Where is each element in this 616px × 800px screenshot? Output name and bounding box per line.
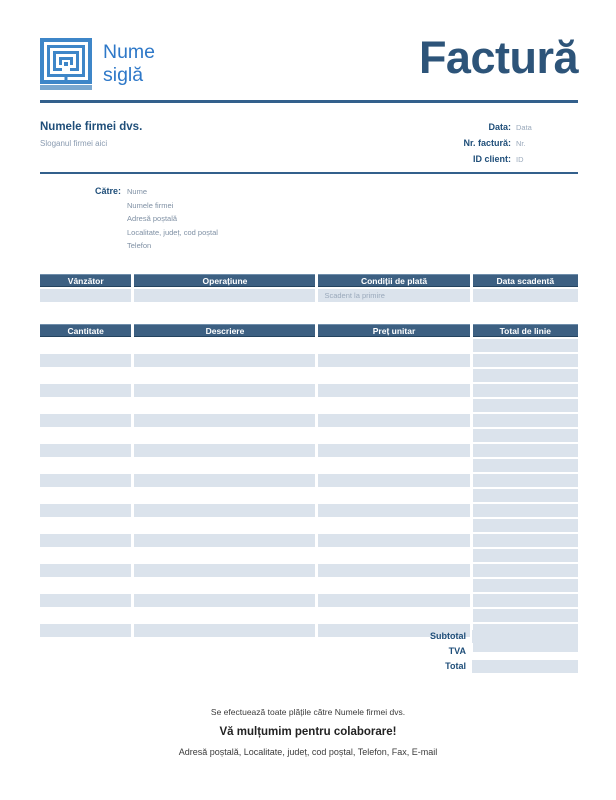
- item-cell-quantity[interactable]: [40, 489, 131, 502]
- item-cell-description[interactable]: [134, 414, 315, 427]
- item-cell-unit-price[interactable]: [318, 519, 469, 532]
- item-cell-description[interactable]: [134, 609, 315, 622]
- bill-to-lines: [127, 185, 218, 253]
- bill-to-line-city[interactable]: Localitate, județ, cod poștal: [127, 227, 218, 237]
- item-cell-quantity[interactable]: [40, 369, 131, 382]
- item-cell-unit-price[interactable]: [318, 564, 469, 577]
- logo-text-line1: Nume: [103, 41, 156, 63]
- terms-header-seller: Vânzător: [40, 274, 131, 287]
- item-cell-line-total[interactable]: [473, 594, 578, 607]
- table-row: [40, 444, 578, 457]
- logo-text-line2: siglă: [103, 64, 144, 86]
- page-header: [40, 32, 578, 100]
- item-cell-quantity[interactable]: [40, 534, 131, 547]
- item-cell-description[interactable]: [134, 399, 315, 412]
- bill-to-line-address[interactable]: Adresă poștală: [127, 214, 178, 223]
- table-row: [40, 609, 578, 622]
- table-row: [40, 459, 578, 472]
- terms-header-operation: Operațiune: [134, 274, 315, 287]
- item-cell-description[interactable]: [134, 444, 315, 457]
- table-row: [40, 429, 578, 442]
- items-header-line-total: Total de linie: [473, 324, 578, 337]
- company-slogan: Sloganul firmei aici: [40, 139, 108, 148]
- item-cell-unit-price[interactable]: [318, 339, 469, 352]
- item-cell-quantity[interactable]: [40, 459, 131, 472]
- table-row: [40, 564, 578, 577]
- meta-value-client-id[interactable]: ID: [516, 155, 524, 164]
- item-cell-line-total[interactable]: [473, 384, 578, 397]
- item-cell-quantity[interactable]: [40, 594, 131, 607]
- header-divider-bottom: [40, 172, 578, 174]
- table-row: [40, 414, 578, 427]
- item-cell-unit-price[interactable]: [318, 489, 469, 502]
- items-table-header-row: [40, 324, 578, 337]
- page-footer: [0, 705, 616, 759]
- company-block: [40, 120, 142, 150]
- table-row: [40, 489, 578, 502]
- item-cell-description[interactable]: [134, 549, 315, 562]
- item-cell-unit-price[interactable]: [318, 579, 469, 592]
- header-divider-top: [40, 100, 578, 103]
- item-cell-line-total[interactable]: [473, 504, 578, 517]
- item-cell-line-total[interactable]: [473, 354, 578, 367]
- meta-row-invoice-number: [463, 136, 578, 151]
- item-cell-quantity[interactable]: [40, 354, 131, 367]
- table-row: [40, 549, 578, 562]
- item-cell-quantity[interactable]: [40, 414, 131, 427]
- item-cell-description[interactable]: [134, 384, 315, 397]
- item-cell-quantity[interactable]: [40, 384, 131, 397]
- terms-cell-operation[interactable]: [134, 289, 315, 302]
- item-cell-line-total[interactable]: [473, 519, 578, 532]
- company-name: Numele firmei dvs.: [40, 121, 143, 133]
- item-cell-line-total[interactable]: [473, 369, 578, 382]
- bill-to-line-phone[interactable]: Telefon: [127, 241, 152, 250]
- footer-payment-line: Se efectuează toate plățile către Numele firmei dvs.: [210, 707, 406, 717]
- item-cell-description[interactable]: [134, 339, 315, 352]
- table-row: [40, 519, 578, 532]
- totals-block: [40, 628, 578, 673]
- item-cell-line-total[interactable]: [473, 459, 578, 472]
- item-cell-quantity[interactable]: [40, 399, 131, 412]
- item-cell-description[interactable]: [134, 459, 315, 472]
- items-header-quantity: Cantitate: [40, 324, 131, 337]
- logo-block[interactable]: [40, 38, 155, 90]
- item-cell-line-total[interactable]: [473, 549, 578, 562]
- bill-to-line-company[interactable]: Numele firmei: [127, 200, 174, 210]
- totals-label-subtotal: Subtotal: [430, 631, 466, 641]
- item-cell-description[interactable]: [134, 519, 315, 532]
- items-table: [40, 324, 578, 652]
- item-cell-unit-price[interactable]: [318, 594, 469, 607]
- invoice-meta: [463, 120, 578, 168]
- table-row: [40, 399, 578, 412]
- items-header-description: Descriere: [134, 324, 315, 337]
- item-cell-line-total[interactable]: [473, 534, 578, 547]
- item-cell-unit-price[interactable]: [318, 429, 469, 442]
- bill-to-block: [95, 185, 218, 253]
- item-cell-unit-price[interactable]: [318, 504, 469, 517]
- logo-text: [103, 41, 155, 87]
- totals-label-tva: TVA: [448, 646, 466, 656]
- terms-cell-due-date[interactable]: [473, 289, 578, 302]
- meta-label-client-id: ID client:: [472, 154, 511, 164]
- item-cell-unit-price[interactable]: [318, 384, 469, 397]
- item-cell-description[interactable]: [134, 579, 315, 592]
- item-cell-quantity[interactable]: [40, 609, 131, 622]
- item-cell-description[interactable]: [134, 594, 315, 607]
- table-row: [40, 354, 578, 367]
- table-row: [40, 504, 578, 517]
- items-header-unit-price: Preț unitar: [318, 324, 469, 337]
- totals-row-total: [40, 660, 578, 673]
- item-cell-description[interactable]: [134, 354, 315, 367]
- terms-table-row: [40, 289, 578, 302]
- item-cell-line-total[interactable]: [473, 579, 578, 592]
- table-row: [40, 579, 578, 592]
- item-cell-quantity[interactable]: [40, 444, 131, 457]
- table-row: [40, 339, 578, 352]
- totals-row-subtotal: [40, 630, 578, 643]
- terms-table: [40, 274, 578, 302]
- table-row: [40, 534, 578, 547]
- item-cell-unit-price[interactable]: [318, 444, 469, 457]
- item-cell-line-total[interactable]: [473, 489, 578, 502]
- item-cell-description[interactable]: [134, 489, 315, 502]
- totals-value-tva[interactable]: [472, 645, 578, 658]
- item-cell-description[interactable]: [134, 369, 315, 382]
- page-title: Factură: [418, 32, 578, 83]
- meta-value-invoice-number[interactable]: Nr.: [516, 139, 526, 148]
- item-cell-description[interactable]: [134, 534, 315, 547]
- item-cell-line-total[interactable]: [473, 444, 578, 457]
- footer-thanks: Vă mulțumim pentru colaborare!: [219, 726, 397, 738]
- bill-to-label: Către:: [95, 186, 122, 196]
- item-cell-unit-price[interactable]: [318, 354, 469, 367]
- item-cell-quantity[interactable]: [40, 474, 131, 487]
- item-cell-quantity[interactable]: [40, 519, 131, 532]
- item-cell-unit-price[interactable]: [318, 369, 469, 382]
- meta-label-invoice-number: Nr. factură:: [463, 138, 511, 148]
- meta-label-date: Data:: [488, 122, 511, 132]
- item-cell-quantity[interactable]: [40, 429, 131, 442]
- item-cell-quantity[interactable]: [40, 564, 131, 577]
- item-cell-quantity[interactable]: [40, 579, 131, 592]
- item-cell-unit-price[interactable]: [318, 549, 469, 562]
- item-cell-line-total[interactable]: [473, 474, 578, 487]
- totals-row-tva: [40, 645, 578, 658]
- item-cell-description[interactable]: [134, 474, 315, 487]
- item-cell-line-total[interactable]: [473, 609, 578, 622]
- item-cell-description[interactable]: [134, 504, 315, 517]
- item-cell-description[interactable]: [134, 564, 315, 577]
- item-cell-quantity[interactable]: [40, 339, 131, 352]
- meta-row-client-id: [463, 152, 578, 167]
- terms-header-payment-conditions: Condiții de plată: [318, 274, 469, 287]
- item-cell-unit-price[interactable]: [318, 474, 469, 487]
- item-cell-unit-price[interactable]: [318, 399, 469, 412]
- totals-label-total: Total: [445, 661, 466, 671]
- item-cell-line-total[interactable]: [473, 429, 578, 442]
- item-cell-unit-price[interactable]: [318, 459, 469, 472]
- maze-square-logo-icon: [40, 38, 92, 90]
- item-cell-line-total[interactable]: [473, 414, 578, 427]
- meta-row-date: [463, 120, 578, 135]
- table-row: [40, 369, 578, 382]
- footer-contact: Adresă poștală, Localitate, județ, cod poștal, Telefon, Fax, E-mail: [178, 747, 438, 757]
- item-cell-line-total[interactable]: [473, 564, 578, 577]
- item-cell-description[interactable]: [134, 429, 315, 442]
- table-row: [40, 474, 578, 487]
- item-cell-quantity[interactable]: [40, 504, 131, 517]
- bill-to-line-name[interactable]: Nume: [127, 187, 148, 196]
- item-cell-unit-price[interactable]: [318, 609, 469, 622]
- item-cell-unit-price[interactable]: [318, 534, 469, 547]
- items-table-body: [40, 339, 578, 652]
- item-cell-quantity[interactable]: [40, 549, 131, 562]
- totals-value-total[interactable]: [472, 660, 578, 673]
- terms-header-due-date: Data scadentă: [473, 274, 578, 287]
- terms-cell-seller[interactable]: [40, 289, 131, 302]
- terms-cell-payment-conditions[interactable]: Scadent la primire: [318, 289, 469, 302]
- table-row: [40, 384, 578, 397]
- table-row: [40, 594, 578, 607]
- item-cell-line-total[interactable]: [473, 339, 578, 352]
- totals-value-subtotal[interactable]: [472, 630, 578, 643]
- meta-value-date[interactable]: Data: [516, 123, 532, 132]
- item-cell-line-total[interactable]: [473, 399, 578, 412]
- item-cell-unit-price[interactable]: [318, 414, 469, 427]
- terms-table-header-row: [40, 274, 578, 287]
